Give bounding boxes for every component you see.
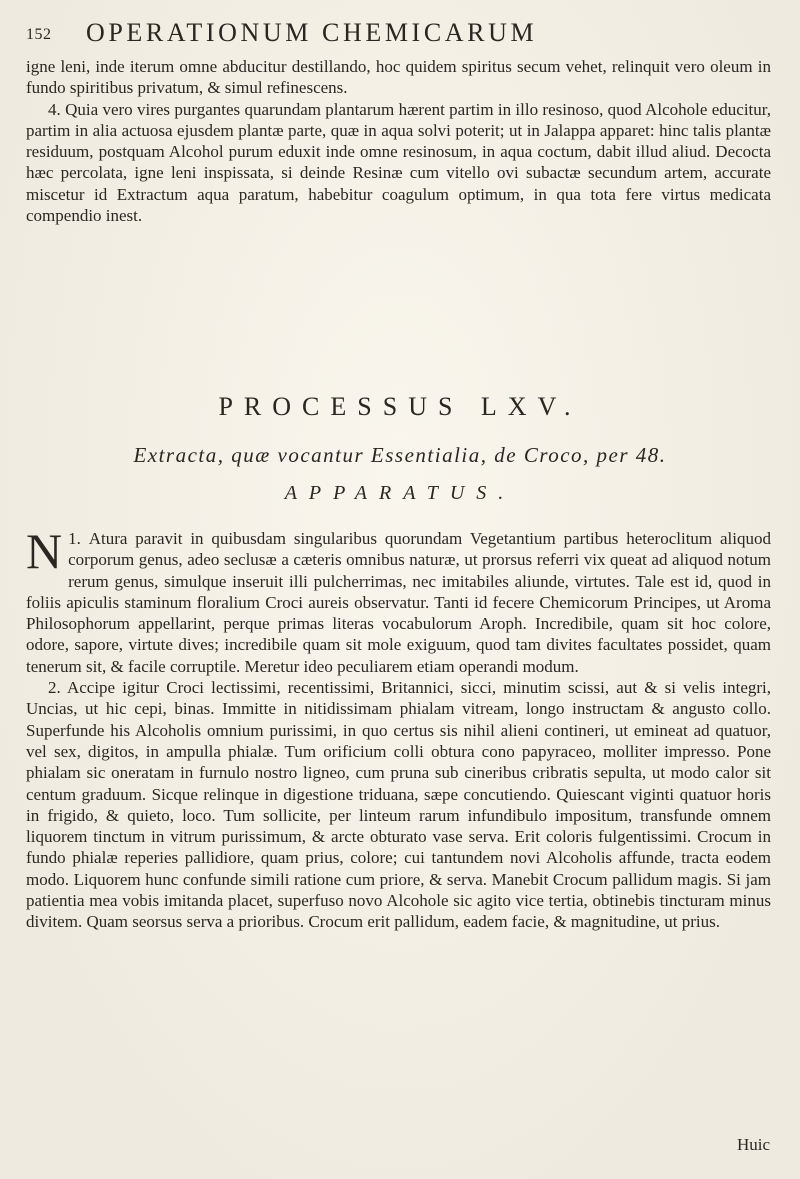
- processus-heading: PROCESSUS LXV.: [218, 392, 582, 421]
- paragraph-1-text: Atura paravit in quibusdam singularibus quorundam Vegetantium partibus heteroclitum aliquod corporum genus, adeo seclusæ a cæteris omnibus naturæ, ut prorsus referri vix queat ad aliquod notum rerum genus, simulque inseruit illi pulcherrimas, nec imitabiles aliunde, virtutes. Tale est id, quod in foliis apiculis staminum floralium Croci aureis observatur. Tanti id fecere Chemicorum Principes, ut Aroma Philosophorum appellarint, perque primas literas vocabulorum Aroph. Incredibile, quam sit hoc colore, odore, sapore, virtute dives; incredibile quam sit mole exiguum, quod tam divites facultates possidet, quam tenerum sit, & facile corruptile. Meretur ideo peculiarem etiam operandi modum.: [26, 529, 771, 676]
- paragraph-continuation: igne leni, inde iterum omne abducitur destillando, hoc quidem spiritus secum vehet, relinquit vero oleum in fundo spiritibus privatum, & simul refinescens.: [26, 57, 771, 98]
- paragraph-2: 2. Accipe igitur Croci lectissimi, recentissimi, Britannici, sicci, minutim scissi, aut & si velis integri, Uncias, ut hic cepi, binas. Immitte in nitidissimam phialam vitream, longo instructam & angusto collo. Superfunde his Alcoholis omnium purissimi, in quo certus sis nihil alieni contineri, ut emineat ad quatuor, vel sex, digitos, in ampulla phialæ. Tum orificium colli obtura cono papyraceo, molliter impresso. Pone phialam sic oneratam in furnulo nostro ligneo, cum pruna sub cineribus cribratis sepulta, ut modo calor sit centum graduum. Sicque relinque in digestione triduana, sæpe concutiendo. Quiescant viginti quatuor horis in frigido, & quieto, loco. Tum sollicite, per linteum rarum infundibulo impositum, transfunde omnem liquorem tinctum in vitrum purissimum, & arcte obturato vase serva. Erit coloris fulgentissimi. Crocum in fundo phialæ reperies pallidiore, quam prius, colore; cui tantundem novi Alcoholis affunde, tracta eodem modo. Liquorem hunc confunde simili ratione cum priore, & serva. Manebit Crocum pallidum magis. Si jam patientia mea vobis imitanda placet, superfuso novo Alcohole sic agito vice tertia, obtinebis tincturam minus divitem. Quam seorsus serva a prioribus. Crocum erit pallidum, eadem facie, & magnitudine, ut prius.: [26, 678, 771, 932]
- paragraph-1: [26, 523, 771, 677]
- paragraph-4: 4. Quia vero vires purgantes quarundam plantarum hærent partim in illo resinoso, quod Alcohole educitur, partim in alia actuosa ejusdem plantæ parte, quæ in aqua solvi poterit; ut in Jalappa apparet: hinc talis plantæ residuum, postquam Alcohol purum eduxit inde omne resinosum, in aqua coctum, dabit illud aliud. Decocta hæc percolata, igne leni inspissata, si deinde Resinæ cum vitello ovi subactæ secundum artem, accurate miscetur id Extractum aqua paratum, habebitur coagulum optimum, in qua tota fere virtus medicata compendio inest.: [26, 99, 771, 226]
- page-number: 152: [26, 26, 52, 43]
- running-head: OPERATIONUM CHEMICARUM: [86, 18, 538, 47]
- apparatus-heading: APPARATUS.: [284, 482, 516, 504]
- processus-title: Extracta, quæ vocantur Essentialia, de Croco, per 48.: [133, 443, 667, 467]
- page-header: [26, 14, 770, 48]
- paragraph-1-number: 1.: [68, 529, 81, 548]
- apparatus-text: [26, 523, 771, 933]
- continued-text: [26, 56, 771, 226]
- catchword: Huic: [736, 1135, 770, 1154]
- drop-capital: N: [26, 523, 63, 579]
